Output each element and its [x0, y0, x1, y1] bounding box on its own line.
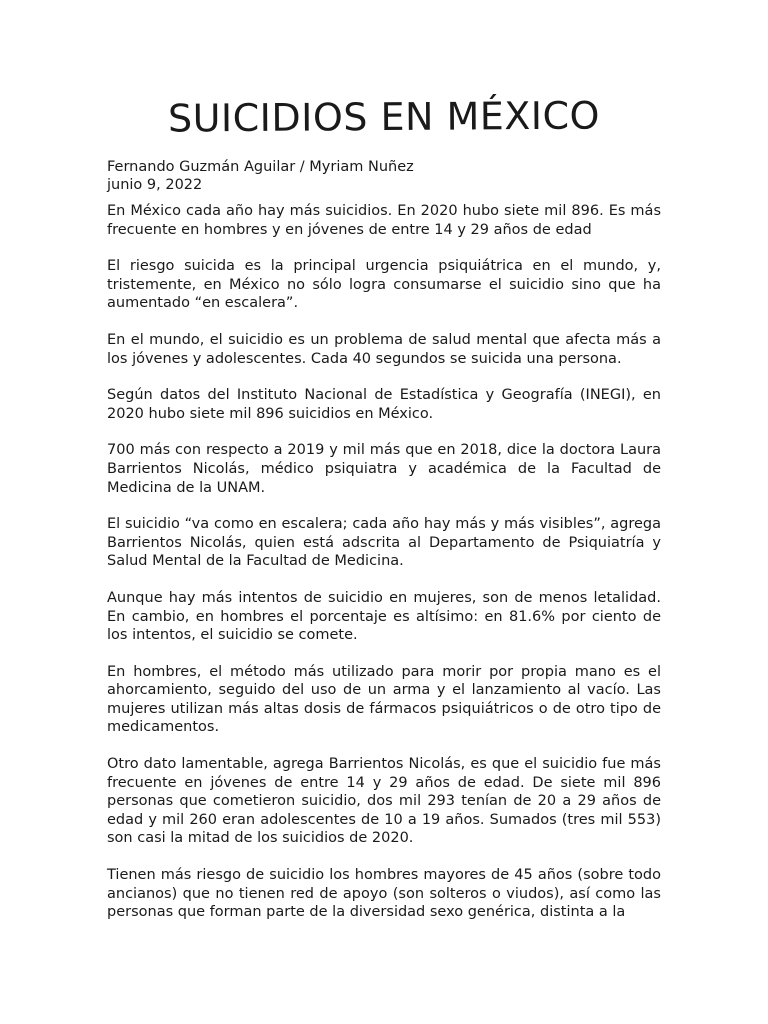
authors: Fernando Guzmán Aguilar / Myriam Nuñez: [107, 159, 414, 175]
document-title: SUICIDIOS EN MÉXICO: [167, 93, 601, 141]
paragraph: En hombres, el método más utilizado para morir por propia mano es el ahorcamiento, seguido del uso de un arma y el lanzamiento al vacío. Las mujeres utilizan más altas dosis de fármacos psiquiátricos o de otro tipo de medicamentos.: [107, 663, 661, 736]
paragraph: En México cada año hay más suicidios. En 2020 hubo siete mil 896. Es más frecuente en hombres y en jóvenes de entre 14 y 29 años de edad: [107, 203, 661, 238]
paragraph: Aunque hay más intentos de suicidio en mujeres, son de menos letalidad. En cambio, en hombres el porcentaje es altísimo: en 81.6% por ciento de los intentos, el suicidio se comete.: [107, 589, 661, 644]
paragraph: El suicidio “va como en escalera; cada año hay más y más visibles”, agrega Barrientos Nicolás, quien está adscrita al Departamento de Psiquiatría y Salud Mental de la Facultad de Medicina.: [107, 516, 661, 570]
paragraph: El riesgo suicida es la principal urgencia psiquiátrica en el mundo, y, tristemente, en México no sólo logra consumarse el suicidio sino que ha aumentado “en escalera”.: [107, 258, 661, 312]
paragraph: Otro dato lamentable, agrega Barrientos Nicolás, es que el suicidio fue más frecuente en jóvenes de entre 14 y 29 años de edad. De siete mil 896 personas que cometieron suicidio, dos mil 293 tenían de 20 a 29 años de edad y mil 260 eran adolescentes de 10 a 19 años. Sumados (tres mil 553) son casi la mitad de los suicidios de 2020.: [107, 756, 661, 847]
publication-date: junio 9, 2022: [107, 177, 203, 193]
paragraph: En el mundo, el suicidio es un problema de salud mental que afecta más a los jóvenes y adolescentes. Cada 40 segundos se suicida una persona.: [107, 331, 661, 367]
document-page: [107, 92, 661, 940]
byline: [107, 158, 661, 194]
paragraph: 700 más con respecto a 2019 y mil más que en 2018, dice la doctora Laura Barrientos Nicolás, médico psiquiatra y académica de la Facultad de Medicina de la UNAM.: [107, 442, 661, 496]
paragraph: Tienen más riesgo de suicidio los hombres mayores de 45 años (sobre todo ancianos) que no tienen red de apoyo (son solteros o viudos), así como las personas que forman parte de la diversidad sexo genérica, distinta a la: [107, 867, 661, 921]
paragraph: Según datos del Instituto Nacional de Estadística y Geografía (INEGI), en 2020 hubo siete mil 896 suicidios en México.: [107, 387, 661, 422]
article-body: [107, 202, 661, 922]
